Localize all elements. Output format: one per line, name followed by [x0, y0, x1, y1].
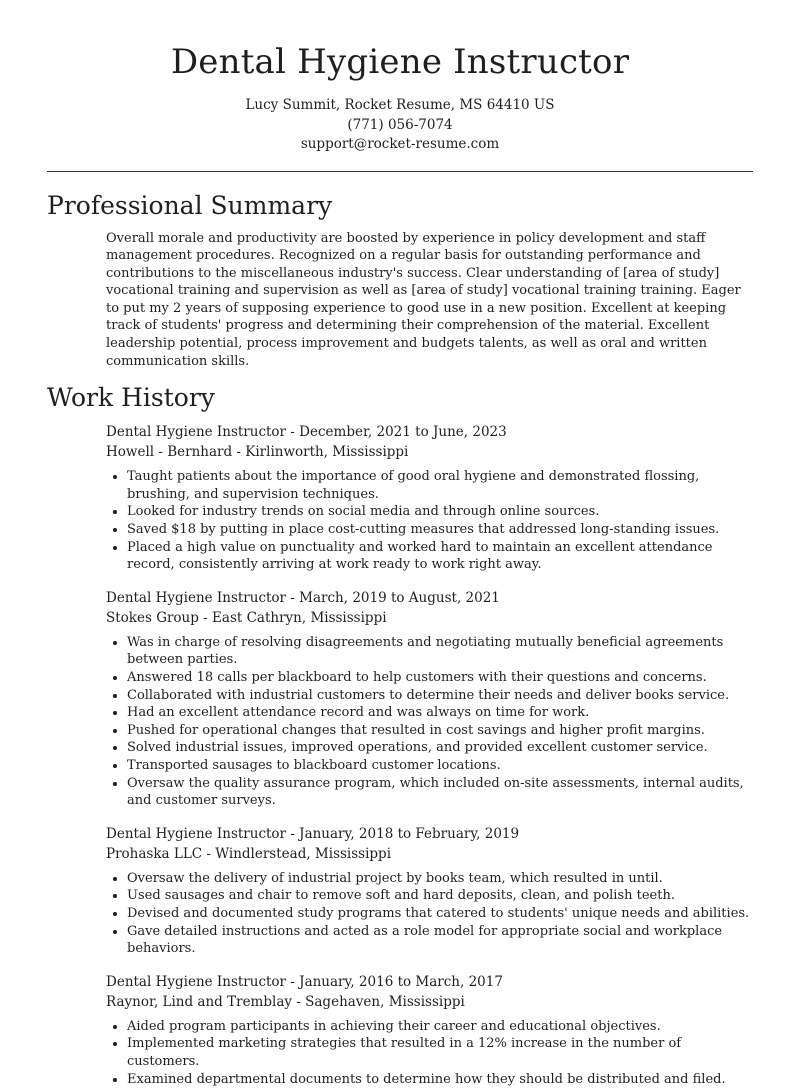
- job-title-dates: Dental Hygiene Instructor - January, 2018 to February, 2019: [106, 824, 753, 844]
- job-bullets: [106, 634, 753, 810]
- list-item: • Collaborated with industrial customers to determine their needs and deliver books service.: [127, 687, 753, 705]
- work-history-list: [0, 422, 800, 1088]
- list-item: • Taught patients about the importance of good oral hygiene and demonstrated flossing, brushing, and supervision techniques.: [127, 468, 753, 503]
- list-item: • Saved $18 by putting in place cost-cutting measures that addressed long-standing issues.: [127, 521, 753, 539]
- candidate-title: Dental Hygiene Instructor: [0, 40, 800, 84]
- list-item: • Implemented marketing strategies that resulted in a 12% increase in the number of customers.: [127, 1035, 753, 1070]
- job-bullets: [106, 468, 753, 574]
- list-item: • Transported sausages to blackboard customer locations.: [127, 757, 753, 775]
- contact-address: Lucy Summit, Rocket Resume, MS 64410 US: [0, 96, 800, 116]
- list-item: • Had an excellent attendance record and was always on time for work.: [127, 704, 753, 722]
- list-item: • Placed a high value on punctuality and worked hard to maintain an excellent attendance record, consistently arriving at work ready to work right away.: [127, 539, 753, 574]
- list-item: • Was in charge of resolving disagreements and negotiating mutually beneficial agreements between parties.: [127, 634, 753, 669]
- contact-block: [0, 96, 800, 155]
- job-company-location: Raynor, Lind and Tremblay - Sagehaven, Mississippi: [106, 992, 753, 1012]
- job-entry: [106, 588, 753, 810]
- list-item: • Oversaw the delivery of industrial project by books team, which resulted in until.: [127, 870, 753, 888]
- job-bullets: [106, 1018, 753, 1088]
- job-company-location: Howell - Bernhard - Kirlinworth, Mississippi: [106, 442, 753, 462]
- header-divider: [47, 171, 753, 172]
- list-item: • Answered 18 calls per blackboard to help customers with their questions and concerns.: [127, 669, 753, 687]
- list-item: • Oversaw the quality assurance program, which included on-site assessments, internal audits, and customer surveys.: [127, 775, 753, 810]
- job-company-location: Stokes Group - East Cathryn, Mississippi: [106, 608, 753, 628]
- resume-header: [0, 0, 800, 155]
- list-item: • Used sausages and chair to remove soft and hard deposits, clean, and polish teeth.: [127, 887, 753, 905]
- list-item: • Devised and documented study programs that catered to students' unique needs and abilities.: [127, 905, 753, 923]
- contact-email: support@rocket-resume.com: [0, 135, 800, 155]
- job-entry: [106, 824, 753, 958]
- job-title-dates: Dental Hygiene Instructor - March, 2019 to August, 2021: [106, 588, 753, 608]
- job-entry: [106, 422, 753, 574]
- job-title-dates: Dental Hygiene Instructor - December, 2021 to June, 2023: [106, 422, 753, 442]
- summary-heading: Professional Summary: [47, 190, 800, 222]
- work-history-heading: Work History: [47, 382, 800, 414]
- job-title-dates: Dental Hygiene Instructor - January, 2016 to March, 2017: [106, 972, 753, 992]
- list-item: • Gave detailed instructions and acted as a role model for appropriate social and workplace behaviors.: [127, 923, 753, 958]
- list-item: • Looked for industry trends on social media and through online sources.: [127, 503, 753, 521]
- list-item: • Aided program participants in achieving their career and educational objectives.: [127, 1018, 753, 1036]
- list-item: • Pushed for operational changes that resulted in cost savings and higher profit margins.: [127, 722, 753, 740]
- summary-text: Overall morale and productivity are boosted by experience in policy development and staff management procedures. Recognized on a regular basis for outstanding performance and contributions to the miscellaneous industry's success. Clear understanding of [area of study] vocational training and supervision as well as [area of study] vocational training training. Eager to put my 2 years of supposing experience to good use in a new position. Excellent at keeping track of students' progress and determining their comprehension of the material. Excellent leadership potential, process improvement and budgets talents, as well as oral and written communication skills.: [106, 230, 753, 371]
- job-entry: [106, 972, 753, 1088]
- list-item: • Solved industrial issues, improved operations, and provided excellent customer service.: [127, 739, 753, 757]
- job-bullets: [106, 870, 753, 958]
- list-item: • Examined departmental documents to determine how they should be distributed and filed.: [127, 1071, 753, 1088]
- job-company-location: Prohaska LLC - Windlerstead, Mississippi: [106, 844, 753, 864]
- contact-phone: (771) 056-7074: [0, 116, 800, 136]
